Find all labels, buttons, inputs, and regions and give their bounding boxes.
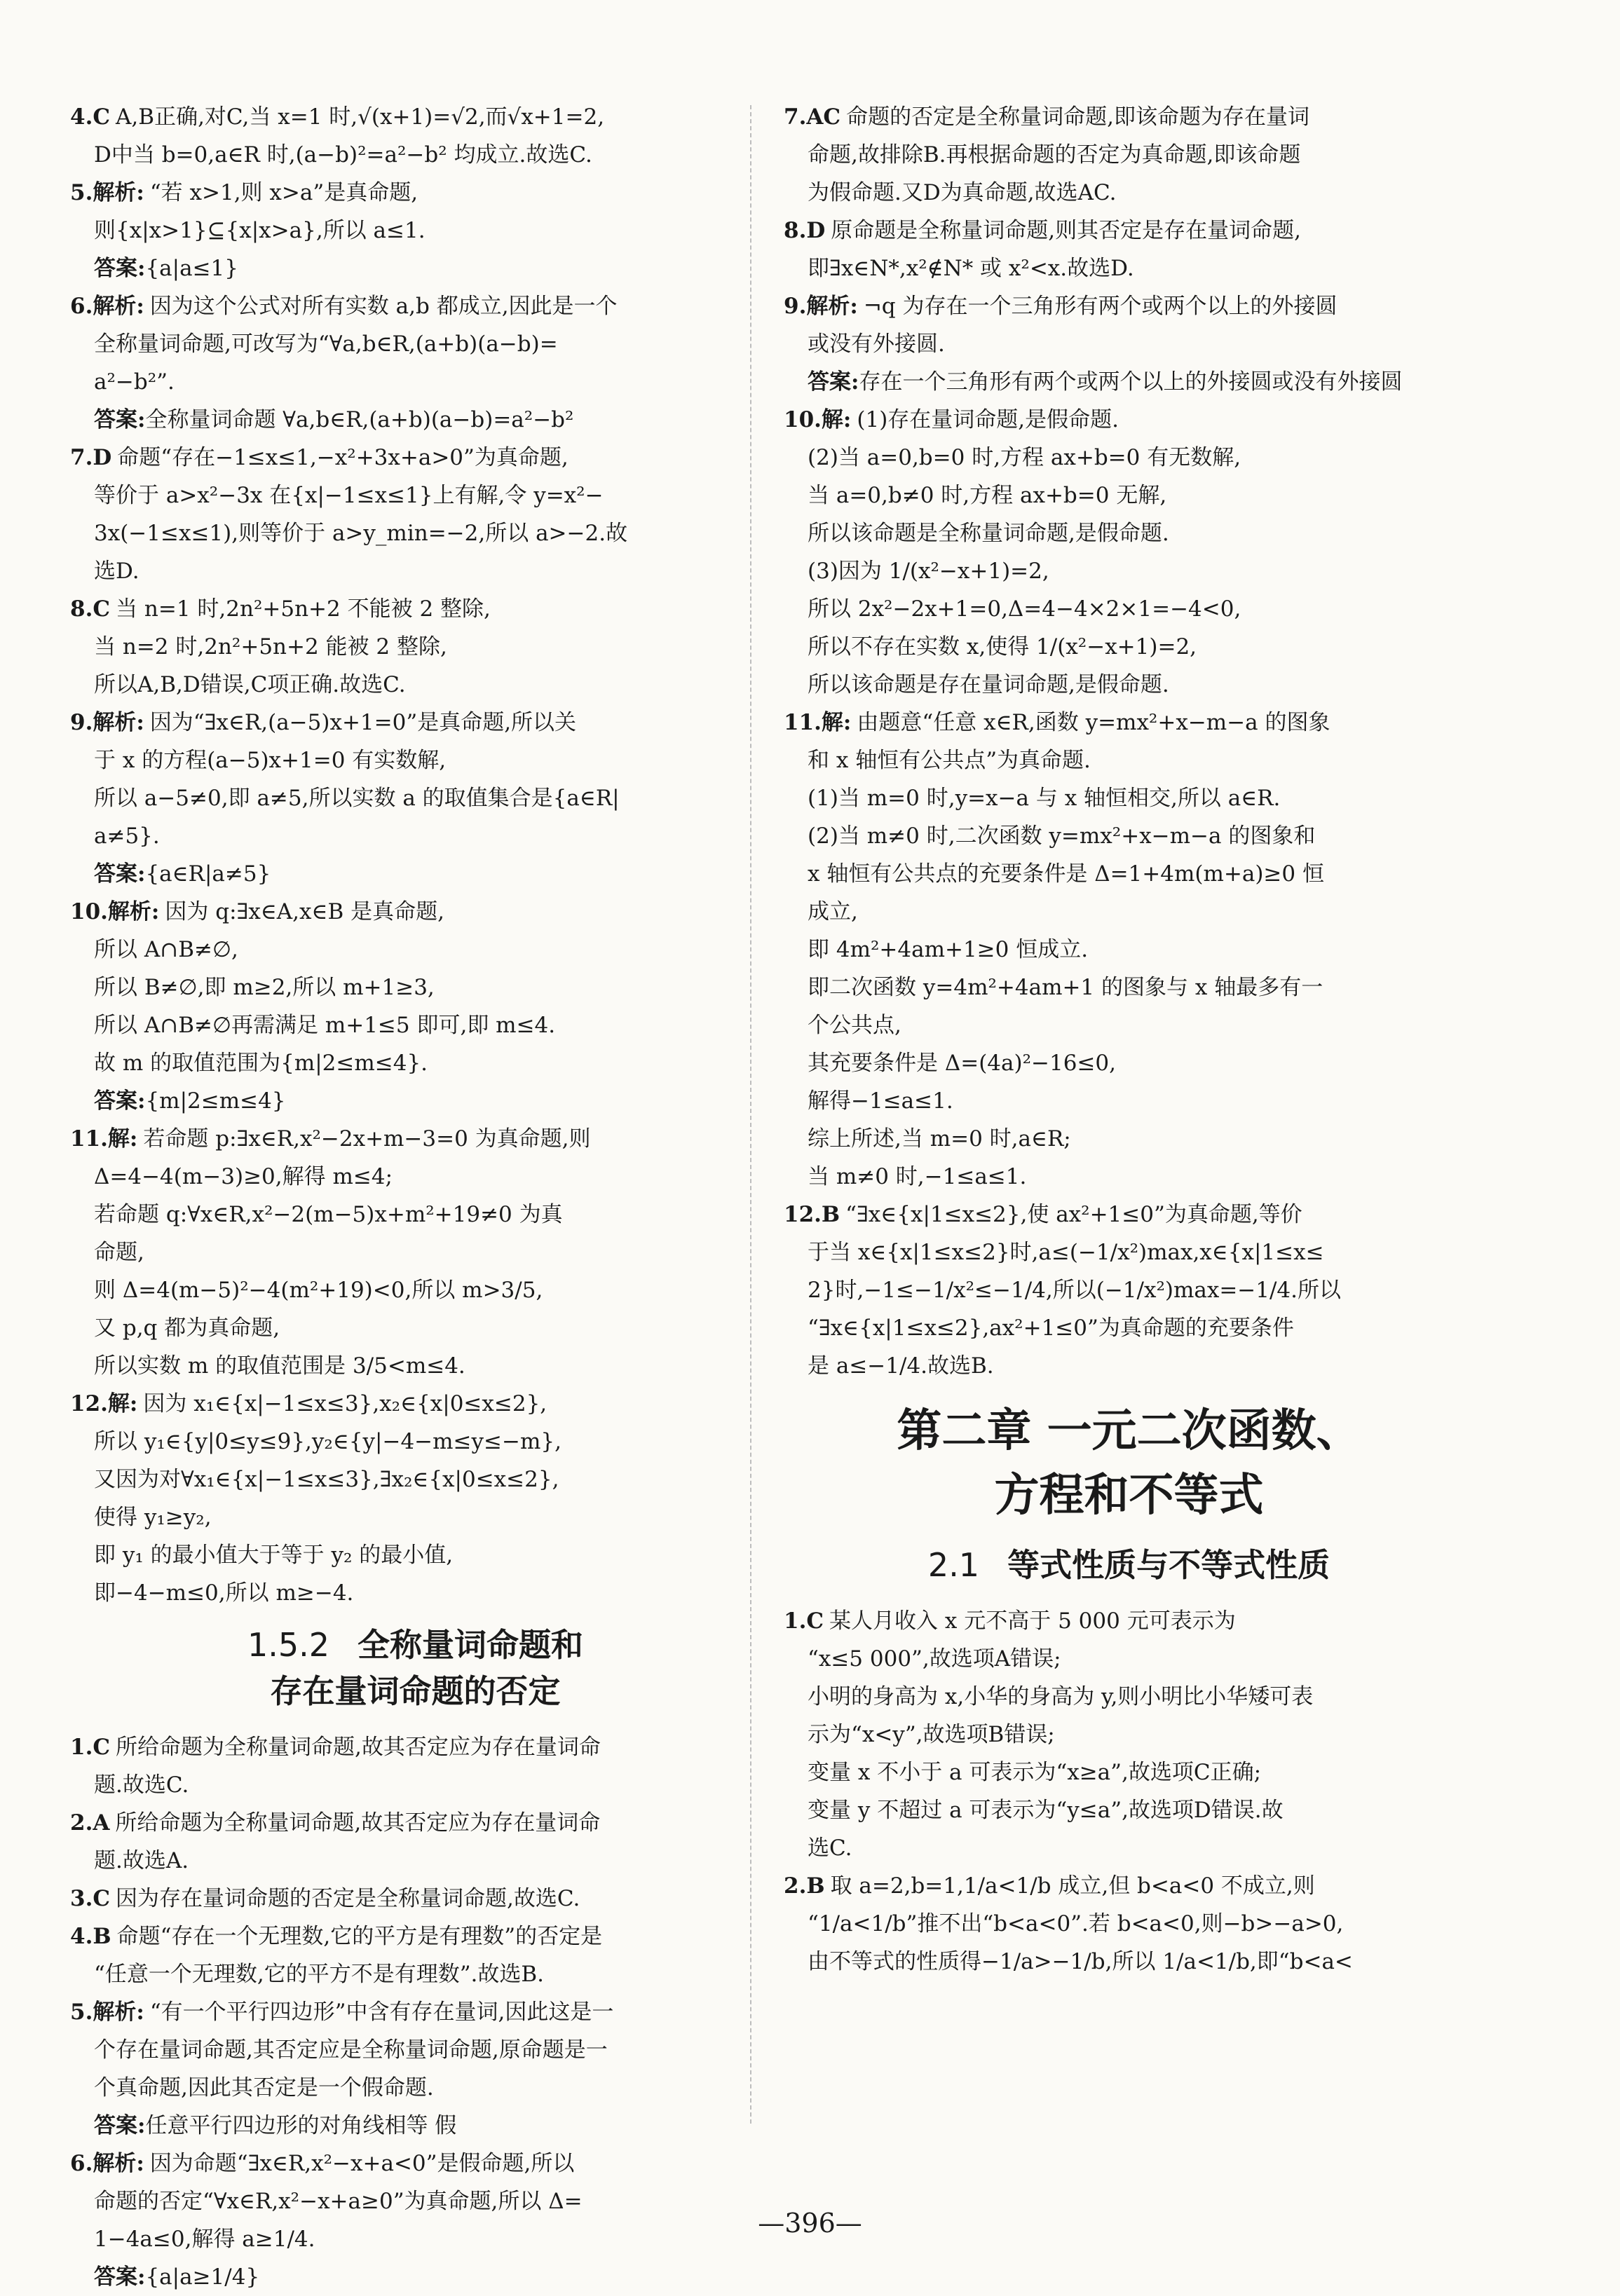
item-line: 即−4−m≤0,所以 m≥−4. bbox=[94, 1580, 354, 1606]
item-number: 12.解: bbox=[70, 1391, 138, 1416]
solution-item bbox=[784, 401, 1474, 704]
answer-label: 答案: bbox=[94, 861, 146, 887]
item-line: 若命题 p:∃x∈R,x²−2x+m−3=0 为真命题,则 bbox=[143, 1126, 591, 1152]
item-line: (2)当 a=0,b=0 时,方程 ax+b=0 有无数解, bbox=[808, 445, 1241, 470]
item-number: 1.C bbox=[70, 1735, 111, 1760]
item-line: a≠5}. bbox=[94, 824, 160, 849]
answer-line bbox=[70, 855, 761, 893]
item-line: “有一个平行四边形”中含有存在量词,因此这是一 bbox=[149, 2000, 614, 2025]
item-number: 11.解: bbox=[70, 1126, 138, 1152]
item-line: 命题, bbox=[94, 1240, 144, 1265]
item-line: “若 x>1,则 x>a”是真命题, bbox=[149, 180, 418, 205]
item-line: 因为“∃x∈R,(a−5)x+1=0”是真命题,所以关 bbox=[149, 710, 577, 735]
section-title-line1: 全称量词命题和 bbox=[358, 1626, 584, 1664]
solution-item bbox=[70, 287, 761, 439]
answer-value: {a|a≥1/4} bbox=[145, 2264, 260, 2290]
answer-line bbox=[70, 2258, 761, 2296]
item-line: 2}时,−1≤−1/x²≤−1/4,所以(−1/x²)max=−1/4.所以 bbox=[808, 1278, 1342, 1303]
item-line: (1)存在量词命题,是假命题. bbox=[857, 407, 1119, 432]
item-line: 所以 A∩B≠∅, bbox=[94, 937, 238, 962]
item-number: 8.D bbox=[784, 218, 826, 243]
item-number: 7.AC bbox=[784, 104, 841, 130]
item-line: 命题“存在−1≤x≤1,−x²+3x+a>0”为真命题, bbox=[117, 445, 569, 470]
item-line: 所以实数 m 的取值范围是 3/5<m≤4. bbox=[94, 1353, 465, 1379]
item-line: 解得−1≤a≤1. bbox=[808, 1088, 953, 1114]
solution-item bbox=[70, 590, 761, 704]
item-line: 某人月收入 x 元不高于 5 000 元可表示为 bbox=[829, 1608, 1236, 1634]
solution-item bbox=[70, 1880, 761, 1918]
solution-item bbox=[70, 1385, 761, 1612]
item-line: (3)因为 1/(x²−x+1)=2, bbox=[808, 559, 1049, 584]
section-number: 2.1 bbox=[927, 1546, 980, 1584]
item-number: 5.解析: bbox=[70, 2000, 144, 2025]
item-line: 则 Δ=4(m−5)²−4(m²+19)<0,所以 m>3/5, bbox=[94, 1278, 543, 1303]
item-number: 10.解: bbox=[784, 407, 852, 432]
item-number: 4.C bbox=[70, 104, 111, 130]
solution-item bbox=[784, 704, 1474, 1196]
item-line: 选D. bbox=[94, 559, 139, 584]
item-line: Δ=4−4(m−3)≥0,解得 m≤4; bbox=[94, 1164, 393, 1189]
item-line: “∃x∈{x|1≤x≤2},使 ax²+1≤0”为真命题,等价 bbox=[845, 1202, 1302, 1227]
answer-line bbox=[784, 363, 1474, 401]
item-line: 变量 y 不超过 a 可表示为“y≤a”,故选项D错误.故 bbox=[808, 1798, 1284, 1823]
solution-item bbox=[70, 174, 761, 287]
item-line: 所以 a−5≠0,即 a≠5,所以实数 a 的取值集合是{a∈R| bbox=[94, 786, 620, 811]
item-line: 等价于 a>x²−3x 在{x|−1≤x≤1}上有解,令 y=x²− bbox=[94, 483, 604, 508]
item-line: 取 a=2,b=1,1/a<1/b 成立,但 b<a<0 不成立,则 bbox=[830, 1873, 1315, 1899]
item-number: 12.B bbox=[784, 1202, 840, 1227]
right-items-a bbox=[784, 98, 1474, 1385]
left-items-a bbox=[70, 98, 761, 1612]
item-line: x 轴恒有公共点的充要条件是 Δ=1+4m(m+a)≥0 恒 bbox=[808, 861, 1324, 887]
answer-label: 答案: bbox=[808, 369, 859, 395]
answer-label: 答案: bbox=[94, 1088, 146, 1114]
section-title-2-1 bbox=[784, 1542, 1474, 1588]
item-number: 11.解: bbox=[784, 710, 852, 735]
item-line: 为假命题.又D为真命题,故选AC. bbox=[808, 180, 1117, 205]
item-line: 因为 q:∃x∈A,x∈B 是真命题, bbox=[165, 899, 444, 924]
item-line: 命题,故排除B.再根据命题的否定为真命题,即该命题 bbox=[808, 142, 1301, 168]
answer-label: 答案: bbox=[94, 256, 146, 281]
right-items-b bbox=[784, 1602, 1474, 1981]
item-line: 所以A,B,D错误,C项正确.故选C. bbox=[94, 672, 406, 697]
item-number: 6.解析: bbox=[70, 2151, 144, 2176]
item-line: 所给命题为全称量词命题,故其否定应为存在量词命 bbox=[115, 1810, 601, 1836]
item-line: 又 p,q 都为真命题, bbox=[94, 1316, 280, 1341]
answer-line bbox=[70, 250, 761, 287]
item-number: 1.C bbox=[784, 1608, 824, 1634]
item-line: 题.故选A. bbox=[94, 1848, 189, 1873]
answer-value: {a∈R|a≠5} bbox=[145, 861, 271, 887]
item-line: 所以 A∩B≠∅再需满足 m+1≤5 即可,即 m≤4. bbox=[94, 1013, 556, 1038]
item-number: 3.C bbox=[70, 1886, 111, 1911]
item-line: (1)当 m=0 时,y=x−a 与 x 轴恒相交,所以 a∈R. bbox=[808, 786, 1281, 811]
answer-line bbox=[70, 2107, 761, 2145]
item-line: 示为“x<y”,故选项B错误; bbox=[808, 1722, 1055, 1747]
column-divider bbox=[750, 105, 751, 2124]
solution-item bbox=[70, 439, 761, 590]
chapter-title bbox=[784, 1399, 1474, 1528]
item-line: 于 x 的方程(a−5)x+1=0 有实数解, bbox=[94, 748, 447, 773]
solution-item bbox=[784, 1196, 1474, 1385]
item-line: 所以 2x²−2x+1=0,Δ=4−4×2×1=−4<0, bbox=[808, 596, 1241, 622]
item-line: 使得 y₁≥y₂, bbox=[94, 1505, 212, 1530]
chapter-title-line2: 方程和不等式 bbox=[994, 1470, 1264, 1522]
item-line: 小明的身高为 x,小华的身高为 y,则小明比小华矮可表 bbox=[808, 1684, 1314, 1709]
item-line: 即 4m²+4am+1≥0 恒成立. bbox=[808, 937, 1089, 962]
item-line: 当 m≠0 时,−1≤a≤1. bbox=[808, 1164, 1027, 1189]
section-title-line2: 存在量词命题的否定 bbox=[270, 1672, 561, 1710]
item-line: 所给命题为全称量词命题,故其否定应为存在量词命 bbox=[116, 1735, 601, 1760]
item-line: 所以该命题是全称量词命题,是假命题. bbox=[808, 521, 1169, 546]
item-line: 是 a≤−1/4.故选B. bbox=[808, 1353, 994, 1379]
item-line: 命题“存在一个无理数,它的平方是有理数”的否定是 bbox=[116, 1924, 603, 1949]
item-line: (2)当 m≠0 时,二次函数 y=mx²+x−m−a 的图象和 bbox=[808, 824, 1316, 849]
item-line: 个真命题,因此其否定是一个假命题. bbox=[94, 2075, 434, 2100]
item-line: D中当 b=0,a∈R 时,(a−b)²=a²−b² 均成立.故选C. bbox=[94, 142, 592, 168]
item-line: 选C. bbox=[808, 1836, 852, 1861]
item-line: “∃x∈{x|1≤x≤2},ax²+1≤0”为真命题的充要条件 bbox=[808, 1316, 1294, 1341]
item-line: a²−b²”. bbox=[94, 369, 175, 395]
item-line: 或没有外接圆. bbox=[808, 332, 945, 357]
item-line: 其充要条件是 Δ=(4a)²−16≤0, bbox=[808, 1051, 1117, 1076]
solution-item bbox=[70, 1993, 761, 2145]
solution-item bbox=[70, 1120, 761, 1385]
item-line: 综上所述,当 m=0 时,a∈R; bbox=[808, 1126, 1071, 1152]
item-line: 原命题是全称量词命题,则其否定是存在量词命题, bbox=[831, 218, 1301, 243]
item-line: 当 a=0,b≠0 时,方程 ax+b=0 无解, bbox=[808, 483, 1167, 508]
item-line: “1/a<1/b”推不出“b<a<0”.若 b<a<0,则−b>−a>0, bbox=[808, 1911, 1344, 1936]
solution-item bbox=[784, 287, 1474, 401]
item-line: 又因为对∀x₁∈{x|−1≤x≤3},∃x₂∈{x|0≤x≤2}, bbox=[94, 1467, 559, 1492]
solution-item bbox=[70, 1804, 761, 1880]
item-line: 于当 x∈{x|1≤x≤2}时,a≤(−1/x²)max,x∈{x|1≤x≤ bbox=[808, 1240, 1324, 1265]
page-number: —396— bbox=[758, 2208, 862, 2239]
item-number: 2.A bbox=[70, 1810, 110, 1836]
item-line: “x≤5 000”,故选项A错误; bbox=[808, 1646, 1061, 1672]
item-line: A,B正确,对C,当 x=1 时,√(x+1)=√2,而√x+1=2, bbox=[116, 104, 605, 130]
item-line: 由不等式的性质得−1/a>−1/b,所以 1/a<1/b,即“b<a< bbox=[808, 1949, 1353, 1974]
solution-item bbox=[70, 1918, 761, 1993]
item-line: 题.故选C. bbox=[94, 1772, 189, 1798]
item-line: 全称量词命题,可改写为“∀a,b∈R,(a+b)(a−b)= bbox=[94, 332, 558, 357]
item-line: 即 y₁ 的最小值大于等于 y₂ 的最小值, bbox=[94, 1543, 454, 1568]
solution-item bbox=[784, 212, 1474, 287]
item-line: 故 m 的取值范围为{m|2≤m≤4}. bbox=[94, 1051, 428, 1076]
solution-item bbox=[70, 1728, 761, 1804]
answer-label: 答案: bbox=[94, 2264, 146, 2290]
answer-value: 存在一个三角形有两个或两个以上的外接圆或没有外接圆 bbox=[859, 369, 1403, 395]
item-line: 所以 y₁∈{y|0≤y≤9},y₂∈{y|−4−m≤y≤−m}, bbox=[94, 1429, 561, 1454]
item-number: 6.解析: bbox=[70, 294, 144, 319]
item-line: 即二次函数 y=4m²+4am+1 的图象与 x 轴最多有一 bbox=[808, 975, 1323, 1000]
solution-item bbox=[784, 1602, 1474, 1867]
answer-line bbox=[70, 401, 761, 439]
solution-item bbox=[784, 1867, 1474, 1981]
item-number: 9.解析: bbox=[70, 710, 144, 735]
section-number: 1.5.2 bbox=[247, 1626, 330, 1664]
left-column bbox=[70, 98, 761, 2296]
item-line: 所以 B≠∅,即 m≥2,所以 m+1≥3, bbox=[94, 975, 435, 1000]
item-line: 因为这个公式对所有实数 a,b 都成立,因此是一个 bbox=[149, 294, 618, 319]
solution-item bbox=[70, 98, 761, 174]
item-line: 所以该命题是存在量词命题,是假命题. bbox=[808, 672, 1169, 697]
answer-value: 任意平行四边形的对角线相等 假 bbox=[145, 2113, 457, 2138]
item-number: 10.解析: bbox=[70, 899, 160, 924]
item-line: 变量 x 不小于 a 可表示为“x≥a”,故选项C正确; bbox=[808, 1760, 1262, 1785]
item-line: 当 n=1 时,2n²+5n+2 不能被 2 整除, bbox=[116, 596, 491, 622]
item-number: 7.D bbox=[70, 445, 112, 470]
item-line: 个公共点, bbox=[808, 1013, 901, 1038]
item-line: 所以不存在实数 x,使得 1/(x²−x+1)=2, bbox=[808, 634, 1197, 660]
item-number: 2.B bbox=[784, 1873, 825, 1899]
right-column bbox=[784, 98, 1474, 1981]
answer-label: 答案: bbox=[94, 2113, 146, 2138]
item-number: 5.解析: bbox=[70, 180, 144, 205]
item-line: 由题意“任意 x∈R,函数 y=mx²+x−m−a 的图象 bbox=[857, 710, 1330, 735]
item-line: 因为 x₁∈{x|−1≤x≤3},x₂∈{x|0≤x≤2}, bbox=[143, 1391, 547, 1416]
item-line: “任意一个无理数,它的平方不是有理数”.故选B. bbox=[94, 1962, 545, 1987]
item-line: 因为命题“∃x∈R,x²−x+a<0”是假命题,所以 bbox=[149, 2151, 575, 2176]
solution-item bbox=[70, 704, 761, 893]
item-number: 9.解析: bbox=[784, 294, 858, 319]
chapter-title-line1: 第二章 一元二次函数、 bbox=[897, 1405, 1361, 1457]
answer-value: 全称量词命题 ∀a,b∈R,(a+b)(a−b)=a²−b² bbox=[145, 407, 574, 432]
answer-label: 答案: bbox=[94, 407, 146, 432]
answer-value: {a|a≤1} bbox=[145, 256, 239, 281]
item-line: 则{x|x>1}⊆{x|x>a},所以 a≤1. bbox=[94, 218, 426, 243]
item-line: 若命题 q:∀x∈R,x²−2(m−5)x+m²+19≠0 为真 bbox=[94, 1202, 563, 1227]
section-title-1-5-2 bbox=[70, 1622, 761, 1714]
item-line: 当 n=2 时,2n²+5n+2 能被 2 整除, bbox=[94, 634, 447, 660]
solution-item bbox=[784, 98, 1474, 212]
item-line: 命题的否定是全称量词命题,即该命题为存在量词 bbox=[846, 104, 1309, 130]
section-title-text: 等式性质与不等式性质 bbox=[1007, 1546, 1330, 1584]
item-line: 个存在量词命题,其否定应是全称量词命题,原命题是一 bbox=[94, 2037, 608, 2063]
item-line: 即∃x∈N*,x²∉N* 或 x²<x.故选D. bbox=[808, 256, 1134, 281]
item-line: 成立, bbox=[808, 899, 858, 924]
item-line: 和 x 轴恒有公共点”为真命题. bbox=[808, 748, 1091, 773]
item-line: 1−4a≤0,解得 a≥1/4. bbox=[94, 2227, 315, 2252]
item-number: 8.C bbox=[70, 596, 111, 622]
answer-line bbox=[70, 1082, 761, 1120]
item-number: 4.B bbox=[70, 1924, 111, 1949]
item-line: 因为存在量词命题的否定是全称量词命题,故选C. bbox=[116, 1886, 580, 1911]
item-line: 命题的否定“∀x∈R,x²−x+a≥0”为真命题,所以 Δ= bbox=[94, 2189, 583, 2214]
item-line: 3x(−1≤x≤1),则等价于 a>y_min=−2,所以 a>−2.故 bbox=[94, 521, 628, 546]
answer-value: {m|2≤m≤4} bbox=[145, 1088, 286, 1114]
item-line: ¬q 为存在一个三角形有两个或两个以上的外接圆 bbox=[863, 294, 1337, 319]
solution-item bbox=[70, 893, 761, 1120]
